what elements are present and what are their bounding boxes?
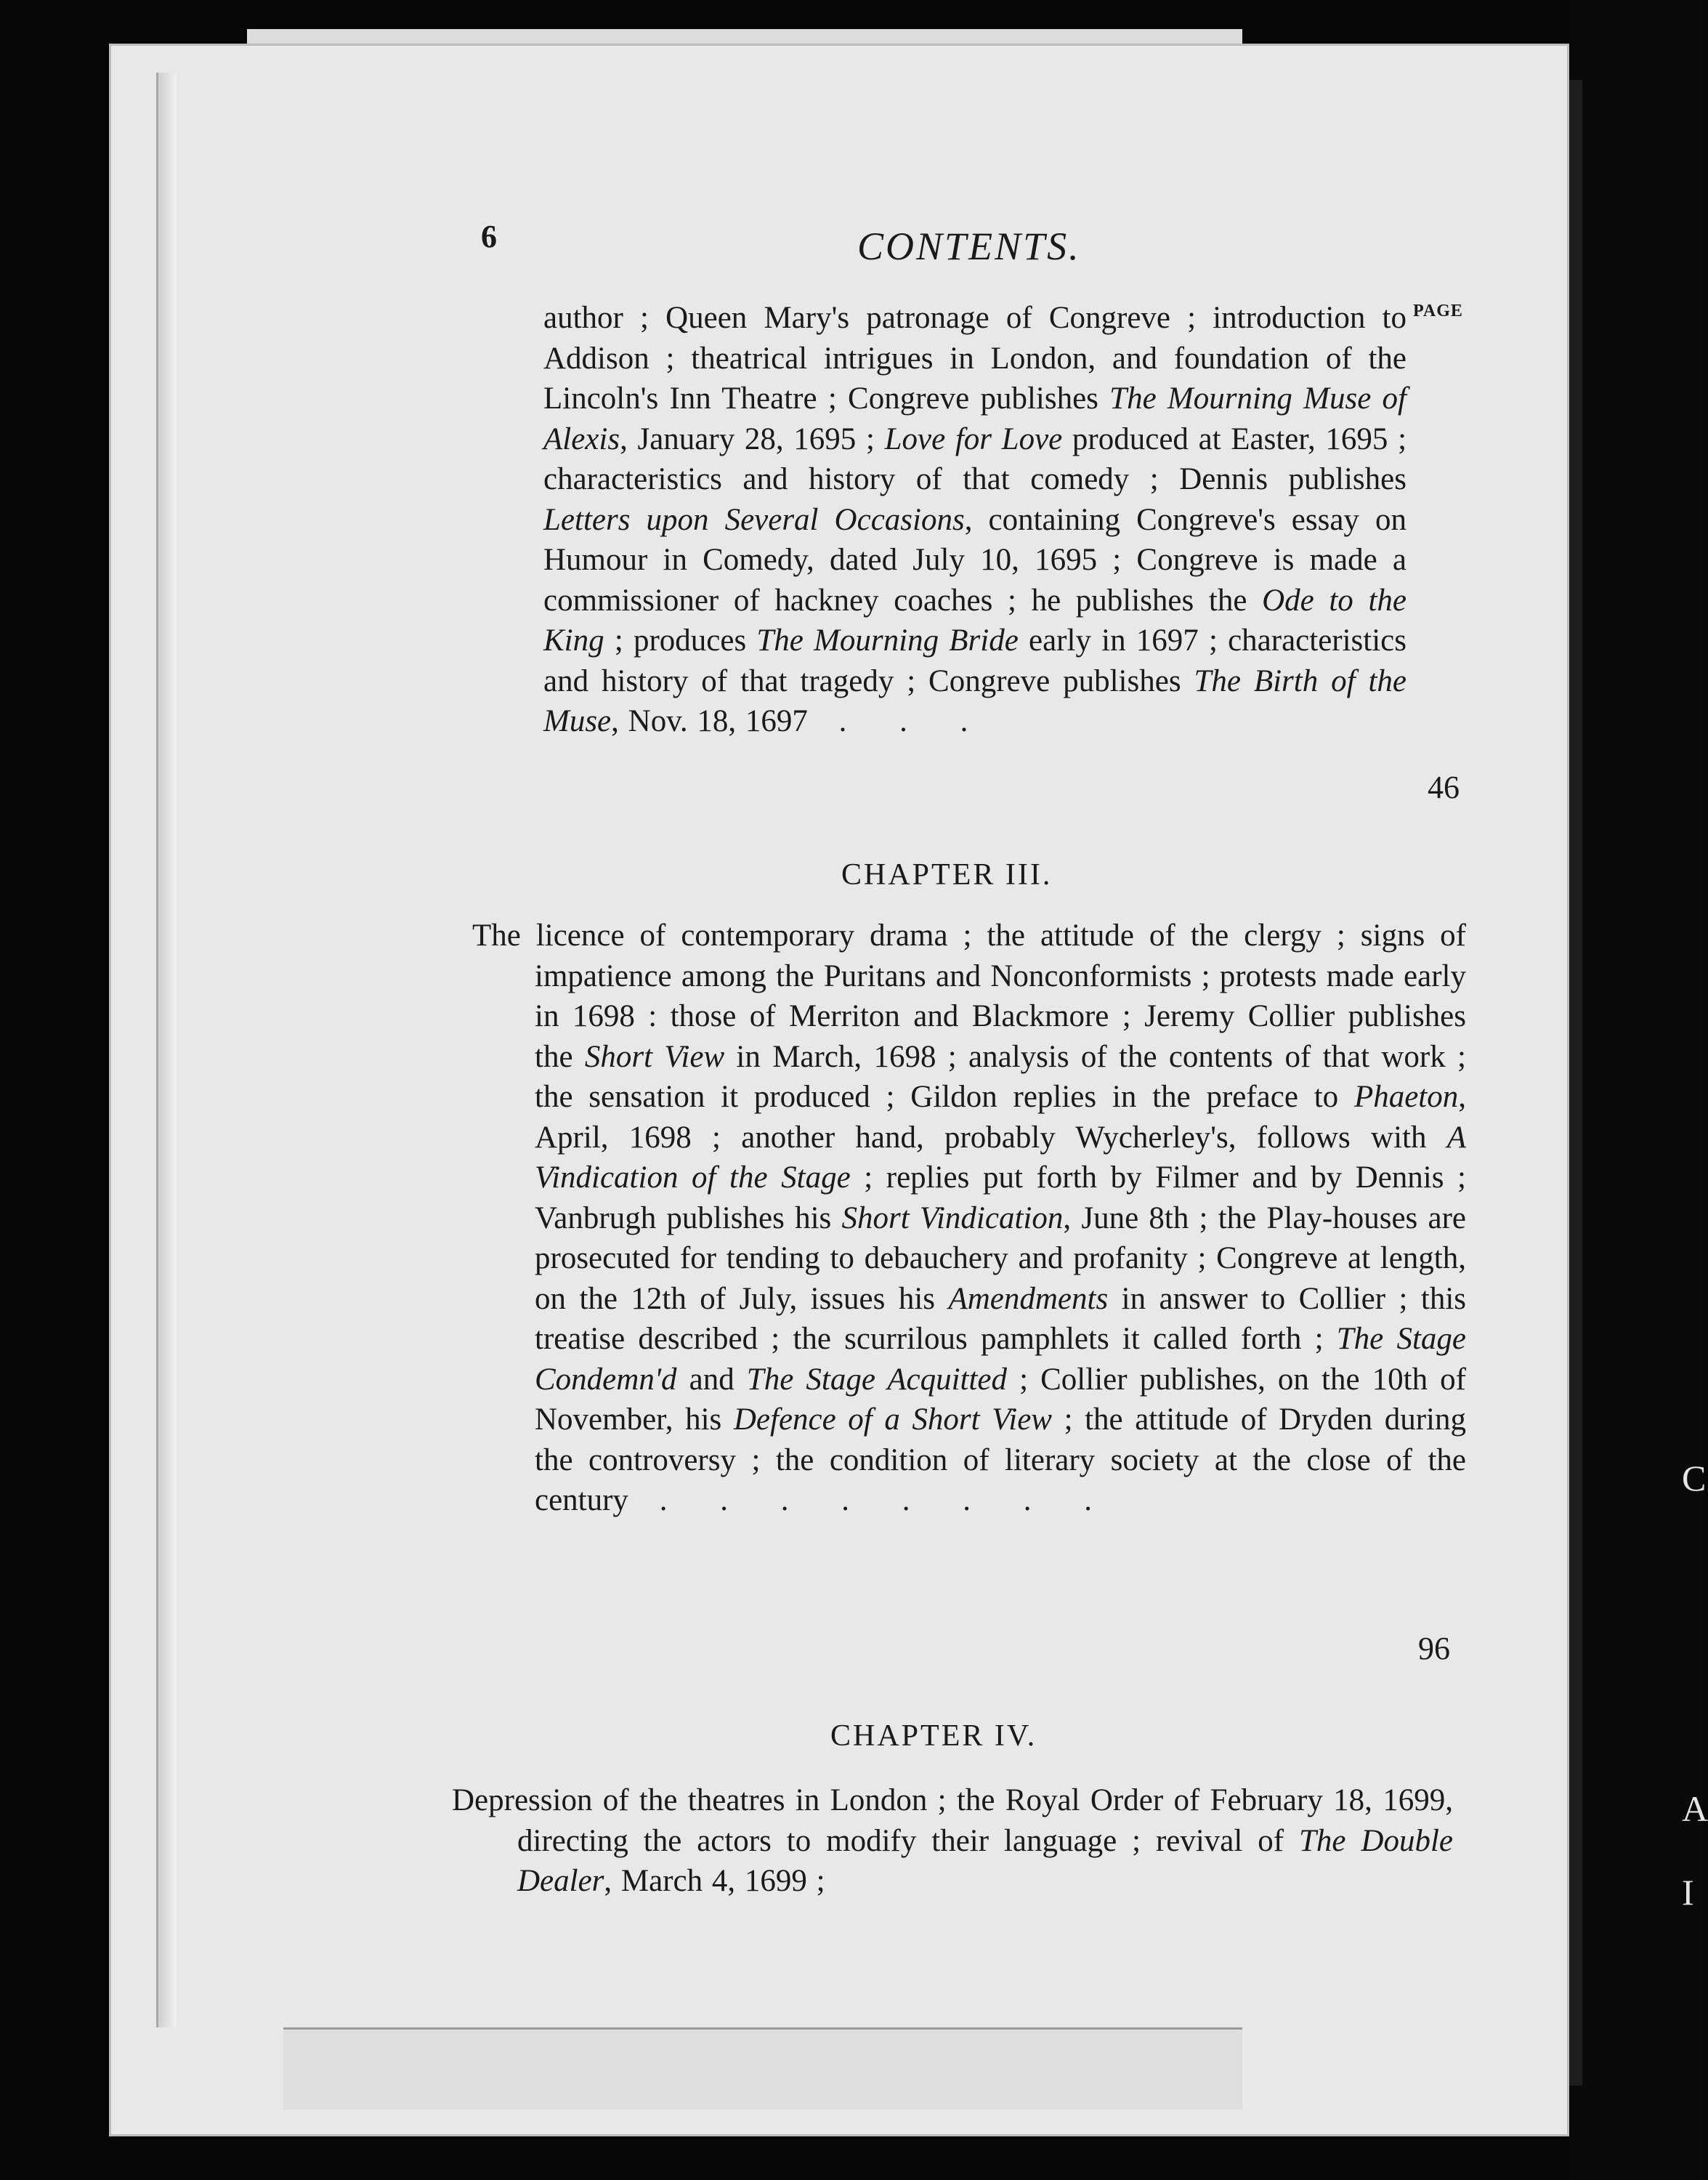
chapter-heading: CHAPTER IV.: [830, 1719, 1037, 1753]
italic-title: Phaeton: [1353, 1080, 1459, 1114]
entry-text: , Nov. 18, 1697: [611, 704, 808, 738]
entry-text: The licence of contemporary drama ; the attitude of the clergy ; signs of impatience among the Puritans and Nonconformists ; protests made early in 1698 : those of Merriton and Blackmore ; Jeremy Collier publishes the: [472, 919, 1466, 1074]
italic-title: Defence of a Short View: [733, 1402, 1052, 1437]
entry-text: , containing Congreve's essay on Humour in Comedy, dated July 10, 1695 ; Congreve is made a commissioner of hackney coaches ; he publishes the: [543, 502, 1407, 618]
entry-text: , April, 1698 ; another hand, probably Wycherley's, follows with: [535, 1080, 1466, 1155]
entry-text: early in 1697 ; characteristics and history of that tragedy ; Congreve publishes: [543, 623, 1407, 698]
page-reference: 46: [1428, 770, 1460, 805]
italic-title: The Mourning Bride: [756, 623, 1019, 658]
page-number: 6: [481, 219, 497, 254]
entry-text: in answer to Collier ; this treatise described ; the scurrilous pamphlets it called forth ;: [535, 1281, 1467, 1356]
page-edge: [156, 73, 177, 2027]
contents-entry: [472, 916, 1466, 1521]
entry-text: Depression of the theatres in London ; the Royal Order of February 18, 1699, directing the actors to modify their language ; revival of: [452, 1783, 1453, 1858]
entry-text: ; Collier publishes, on the 10th of November, his: [535, 1362, 1466, 1437]
italic-title: A Vindication of the Stage: [535, 1120, 1466, 1195]
adjacent-page-letter: I: [1682, 1872, 1694, 1913]
dot-leaders: . . .: [807, 704, 990, 738]
contents-entry: [543, 298, 1407, 742]
entry-text: in March, 1698 ; analysis of the contents of that work ; the sensation it produced ; Gildon replies in the preface to: [535, 1039, 1466, 1114]
italic-title: The Birth of the Muse: [543, 663, 1407, 738]
entry-text: author ; Queen Mary's patronage of Congreve ; introduction to Addison ; theatrical intrigues in London, and foundation of the Lincoln's Inn Theatre ; Congreve publishes: [543, 301, 1407, 416]
gutter-shadow: [1569, 80, 1582, 2086]
book-gutter: [1569, 0, 1703, 2180]
entry-text: produced at Easter, 1695 ; characteristics and history of that comedy ; Dennis publishes: [543, 421, 1407, 496]
entry-text: ; produces: [604, 623, 757, 658]
running-title: CONTENTS.: [857, 225, 1081, 268]
dot-leaders: . . . . . . . .: [628, 1483, 1114, 1517]
entry-text: , March 4, 1699 ;: [604, 1864, 825, 1898]
chapter-heading: CHAPTER III.: [841, 858, 1053, 892]
entry-text: ; replies put forth by Filmer and by Dennis ; Vanbrugh publishes his: [535, 1160, 1466, 1235]
italic-title: The Stage Acquitted: [746, 1362, 1007, 1397]
entry-text: and: [676, 1362, 747, 1397]
italic-title: The Double Dealer: [517, 1823, 1453, 1898]
entry-text: , January 28, 1695 ;: [620, 421, 885, 456]
entry-text: , June 8th ; the Play-houses are prosecuted for tending to debauchery and profanity ; Congreve at length, on the 12th of July, issues his: [535, 1200, 1466, 1316]
contents-entry: [452, 1780, 1453, 1902]
italic-title: The Mourning Muse of Alexis: [543, 382, 1407, 456]
italic-title: Ode to the King: [543, 583, 1407, 658]
italic-title: Short Vindication: [841, 1200, 1064, 1235]
italic-title: Short View: [584, 1039, 725, 1074]
italic-title: Amendments: [948, 1281, 1109, 1316]
page-reference: 96: [1418, 1631, 1450, 1666]
adjacent-page-letter: C: [1682, 1458, 1707, 1498]
entry-text: ; the attitude of Dryden during the controversy ; the condition of literary society at the close of the century: [535, 1402, 1466, 1517]
page-column-label: PAGE: [1413, 302, 1463, 320]
italic-title: Love for Love: [884, 421, 1063, 456]
italic-title: The Stage Condemn'd: [535, 1322, 1466, 1397]
adjacent-page-letter: A: [1682, 1788, 1708, 1829]
italic-title: Letters upon Several Occasions: [543, 502, 965, 537]
bottom-page-strip: [283, 2027, 1242, 2110]
